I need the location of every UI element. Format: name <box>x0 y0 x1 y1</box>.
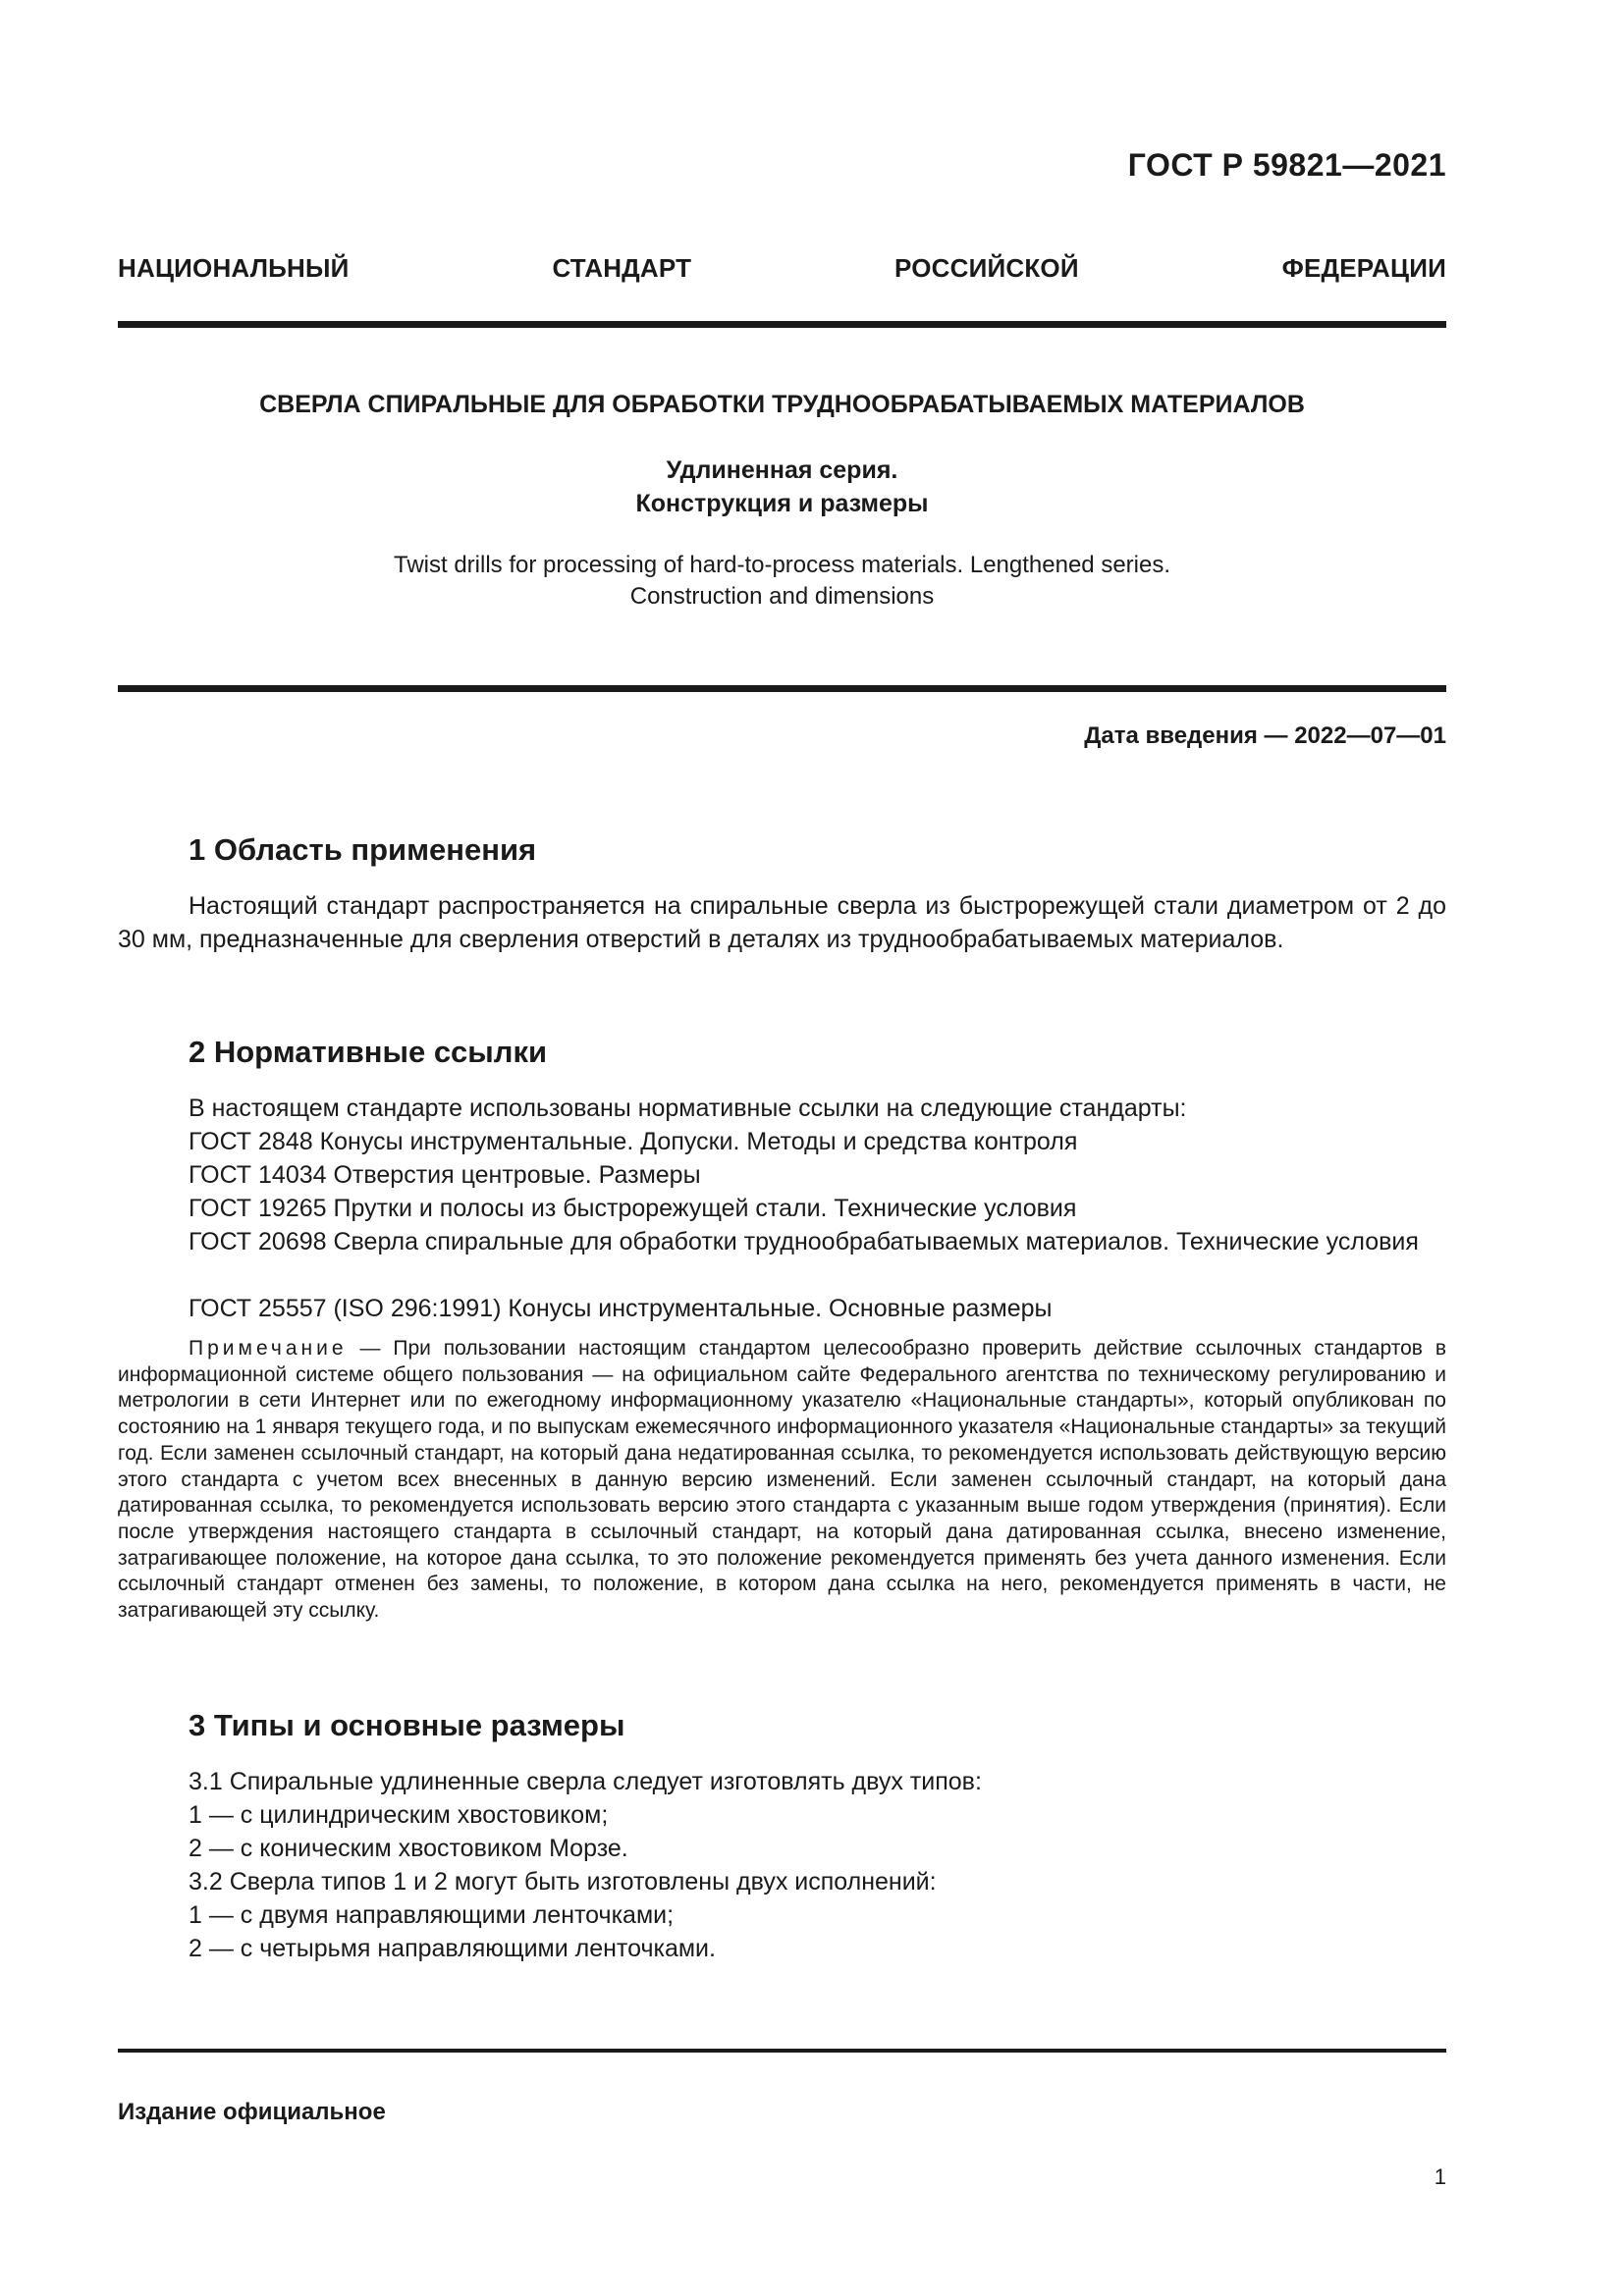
subtitle-line-2: Конструкция и размеры <box>635 490 929 517</box>
section-3-line: 1 — с цилиндрическим хвостовиком; <box>189 1801 609 1829</box>
footer-rule <box>118 2049 1446 2053</box>
ref-item: ГОСТ 20698 Сверла спиральные для обработки труднообрабатываемых материалов. Технические условия <box>189 1228 1419 1255</box>
page-number: 1 <box>1434 2164 1446 2189</box>
note-text: — При пользовании настоящим стандартом целесообразно проверить действие ссылочных стандартов в информационной системе общего пользования — на официальном сайте Федерального агентства по техническому регулированию и метрологии в сети Интернет или по ежегодному информационному указателю «Национальные стандарты», который опубликован по состоянию на 1 января текущего года, и по выпускам ежемесячного информационного указателя «Национальные стандарты» за текущий год. Если заменен ссылочный стандарт, на который дана недатированная ссылка, то рекомендуется использовать действующую версию этого стандарта с учетом всех внесенных в данную версию изменений. Если заменен ссылочный стандарт, на который дана датированная ссылка, то рекомендуется использовать версию этого стандарта с указанным выше годом утверждения (принятия). Если после утверждения настоящего стандарта в ссылочный стандарт, на который дана датированная ссылка, внесено изменение, затрагивающее положение, на которое дана ссылка, то это положение рекомендуется применять без учета данного изменения. Если ссылочный стандарт отменен без замены, то положение, в котором дана ссылка на него, рекомендуется применять в части, не затрагивающей эту ссылку. <box>118 1337 1446 1623</box>
section-3-line: 1 — с двумя направляющими ленточками; <box>189 1901 675 1929</box>
edition-label: Издание официальное <box>118 2099 386 2125</box>
section-1-heading: 1 Область применения <box>189 832 537 867</box>
subtitle-line-1: Удлиненная серия. <box>666 456 898 484</box>
title-rule <box>118 685 1446 692</box>
note-label: Примечание <box>189 1337 348 1360</box>
document-subtitle <box>118 454 1446 520</box>
note <box>118 1336 1446 1625</box>
national-standard-title: НАЦИОНАЛЬНЫЙ СТАНДАРТ РОССИЙСКОЙ ФЕДЕРАЦИИ <box>118 253 1446 283</box>
section-3-line: 2 — с коническим хвостовиком Морзе. <box>189 1835 628 1862</box>
header-rule <box>118 321 1446 328</box>
ref-item: ГОСТ 2848 Конусы инструментальные. Допуски. Методы и средства контроля <box>189 1128 1078 1155</box>
section-1-text: Настоящий стандарт распространяется на спиральные сверла из быстрорежущей стали диаметром от 2 до 30 мм, предназначенные для сверления отверстий в деталях из труднообрабатываемых материалов. <box>118 892 1446 953</box>
doc-number: ГОСТ Р 59821—2021 <box>1127 147 1446 183</box>
english-title <box>118 550 1446 613</box>
section-3-line: 3.1 Спиральные удлиненные сверла следует изготовлять двух типов: <box>189 1768 982 1795</box>
document-page <box>118 0 1446 2296</box>
section-2-heading: 2 Нормативные ссылки <box>189 1035 548 1069</box>
document-title: СВЕРЛА СПИРАЛЬНЫЕ ДЛЯ ОБРАБОТКИ ТРУДНООБРАБАТЫВАЕМЫХ МАТЕРИАЛОВ <box>259 391 1305 418</box>
ref-item: ГОСТ 14034 Отверстия центровые. Размеры <box>189 1161 701 1189</box>
ref-item: ГОСТ 25557 (ISO 296:1991) Конусы инструментальные. Основные размеры <box>189 1295 1053 1322</box>
ref-item: ГОСТ 19265 Прутки и полосы из быстрорежущей стали. Технические условия <box>189 1195 1077 1222</box>
section-3-line: 2 — с четырьмя направляющими ленточками. <box>189 1935 716 1962</box>
section-3-heading: 3 Типы и основные размеры <box>189 1708 625 1742</box>
refs-intro: В настоящем стандарте использованы нормативные ссылки на следующие стандарты: <box>189 1095 1187 1122</box>
section-3-line: 3.2 Сверла типов 1 и 2 могут быть изготовлены двух исполнений: <box>189 1868 937 1896</box>
introduction-date: Дата введения — 2022—07—01 <box>1084 722 1446 749</box>
english-title-line-1: Twist drills for processing of hard-to-process materials. Lengthened series. <box>393 552 1170 578</box>
english-title-line-2: Construction and dimensions <box>629 583 935 610</box>
